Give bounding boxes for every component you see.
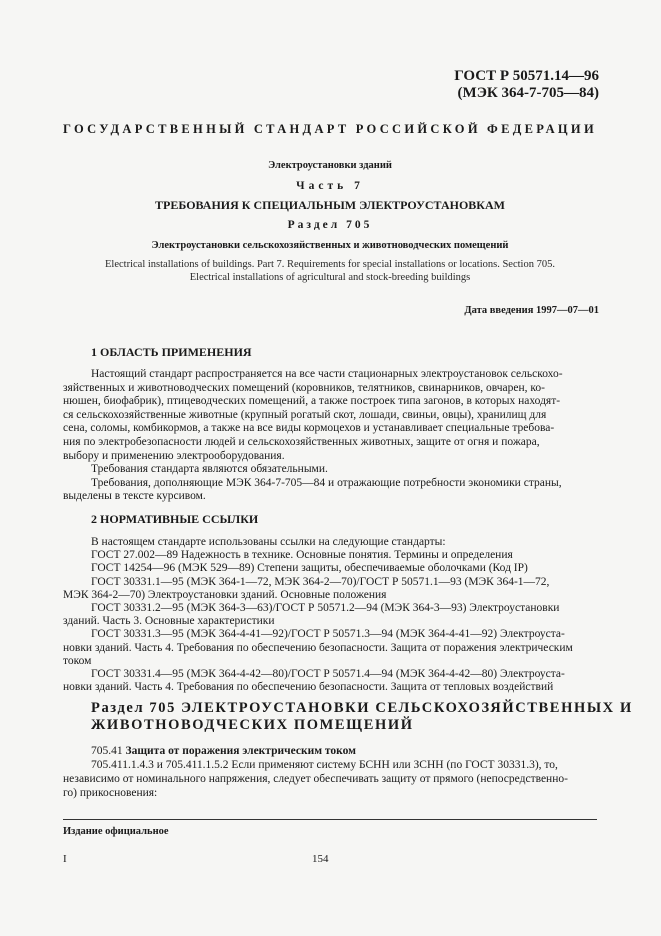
footer-divider: [63, 819, 597, 820]
refs-list: [63, 536, 573, 694]
ref-item-cont: МЭК 364-2—70) Электроустановки зданий. Основные положения: [63, 588, 387, 601]
page-number: 154: [312, 853, 329, 865]
english-title-line2: Electrical installations of agricultural and stock-breeding buildings: [189, 272, 471, 283]
standard-code-line1: ГОСТ Р 50571.14—96: [454, 68, 599, 84]
introduction-date: Дата введения 1997—07—01: [464, 305, 599, 316]
clause-705-41: [63, 744, 568, 800]
banner-word: ГОСУДАРСТВЕННЫЙ: [63, 122, 248, 136]
ref-item-cont: новки зданий. Часть 4. Требования по обеспечению безопасности. Защита от поражения электрическим: [63, 641, 573, 654]
state-standard-banner: [63, 122, 597, 137]
ref-item-cont: током: [63, 654, 92, 667]
banner-word: РОССИЙСКОЙ: [355, 122, 481, 136]
english-title-line1: Electrical installations of buildings. Part 7. Requirements for special installations or locations. Section 705.: [105, 259, 555, 270]
scope-extra-line: Требования, дополняющие МЭК 364-7-705—84 и отражающие потребности экономики страны,: [91, 476, 562, 489]
ref-item: ГОСТ 14254—96 (МЭК 529—89) Степени защиты, обеспечиваемые оболочками (Код IP): [91, 562, 528, 575]
official-edition: Издание официальное: [63, 826, 169, 837]
standard-code-line2: (МЭК 364-7-705—84): [457, 85, 599, 101]
clause-number: 705.41: [91, 745, 123, 757]
ref-item: ГОСТ 27.002—89 Надежность в технике. Основные понятия. Термины и определения: [91, 549, 513, 562]
ref-item-cont: новки зданий. Часть 4. Требования по обеспечению безопасности. Защита от тепловых воздействий: [63, 681, 554, 694]
scope-extra-line: выделены в тексте курсивом.: [63, 490, 206, 503]
scope-line: выбору и применению электрооборудования.: [63, 449, 285, 462]
scope-line: нюшен, биофабрик), птицеводческих помещений, а также построек типа загонов, в которых находят-: [63, 395, 561, 408]
scope-line: Настоящий стандарт распространяется на все части стационарных электроустановок сельскохо-: [91, 368, 563, 380]
title-section: Раздел 705: [287, 219, 373, 231]
ref-item: ГОСТ 30331.3—95 (МЭК 364-4-41—92)/ГОСТ Р 50571.3—94 (МЭК 364-4-41—92) Электроуста-: [91, 628, 565, 641]
scope-line: зяйственных и животноводческих помещений (коровников, телятников, свинарников, овчарен, ко-: [63, 381, 545, 394]
section-heading-line2: ЖИВОТНОВОДЧЕСКИХ ПОМЕЩЕНИЙ: [91, 717, 414, 733]
title-part: Часть 7: [296, 180, 364, 192]
title-line-1: Электроустановки зданий: [268, 160, 392, 171]
scope-line: сена, соломы, комбикормов, а также на все виды кормоцехов и устанавливает специальные требова-: [63, 422, 555, 435]
title-subject: Электроустановки сельскохозяйственных и животноводческих помещений: [151, 240, 509, 251]
scope-heading: 1 ОБЛАСТЬ ПРИМЕНЕНИЯ: [91, 345, 252, 359]
clause-line: го) прикосновения:: [63, 787, 158, 799]
ref-item: ГОСТ 30331.1—95 (МЭК 364-1—72, МЭК 364-2—70)/ГОСТ Р 50571.1—93 (МЭК 364-1—72,: [91, 575, 550, 588]
ref-item: ГОСТ 30331.2—95 (МЭК 364-3—63)/ГОСТ Р 50571.2—94 (МЭК 364-3—93) Электроустановки: [91, 602, 560, 615]
scope-paragraph: [63, 368, 563, 504]
standard-code: [454, 68, 599, 102]
section-705-heading: [91, 700, 633, 734]
scope-line: ния по электробезопасности людей и сельскохозяйственных животных, защите от огня и пожара,: [63, 435, 540, 448]
section-heading-line1: Раздел 705 ЭЛЕКТРОУСТАНОВКИ СЕЛЬСКОХОЗЯЙСТВЕННЫХ И: [91, 700, 633, 716]
clause-title: Защита от поражения электрическим током: [125, 745, 356, 757]
title-main: ТРЕБОВАНИЯ К СПЕЦИАЛЬНЫМ ЭЛЕКТРОУСТАНОВКАМ: [155, 198, 505, 212]
clause-line: 705.411.1.4.3 и 705.411.1.5.2 Если применяют систему БСНН или ЗСНН (по ГОСТ 30331.3), то,: [91, 759, 558, 771]
banner-word: СТАНДАРТ: [253, 122, 350, 136]
scope-line: ся сельскохозяйственные животные (крупный рогатый скот, лошади, свиньи, овцы), хранилищ для: [63, 408, 547, 421]
banner-word: ФЕДЕРАЦИИ: [487, 122, 597, 136]
clause-line: независимо от номинального напряжения, следует обеспечивать защиту от прямого (непосредственно-: [63, 773, 568, 785]
refs-heading: 2 НОРМАТИВНЫЕ ССЫЛКИ: [91, 512, 259, 526]
ref-item: ГОСТ 30331.4—95 (МЭК 364-4-42—80)/ГОСТ Р 50571.4—94 (МЭК 364-4-42—80) Электроуста-: [91, 668, 565, 681]
english-title: [63, 258, 597, 284]
scope-mandatory: Требования стандарта являются обязательными.: [91, 463, 328, 476]
ref-item-cont: зданий. Часть 3. Основные характеристики: [63, 615, 275, 628]
edition-number: I: [63, 853, 67, 865]
refs-intro: В настоящем стандарте использованы ссылки на следующие стандарты:: [91, 536, 446, 548]
